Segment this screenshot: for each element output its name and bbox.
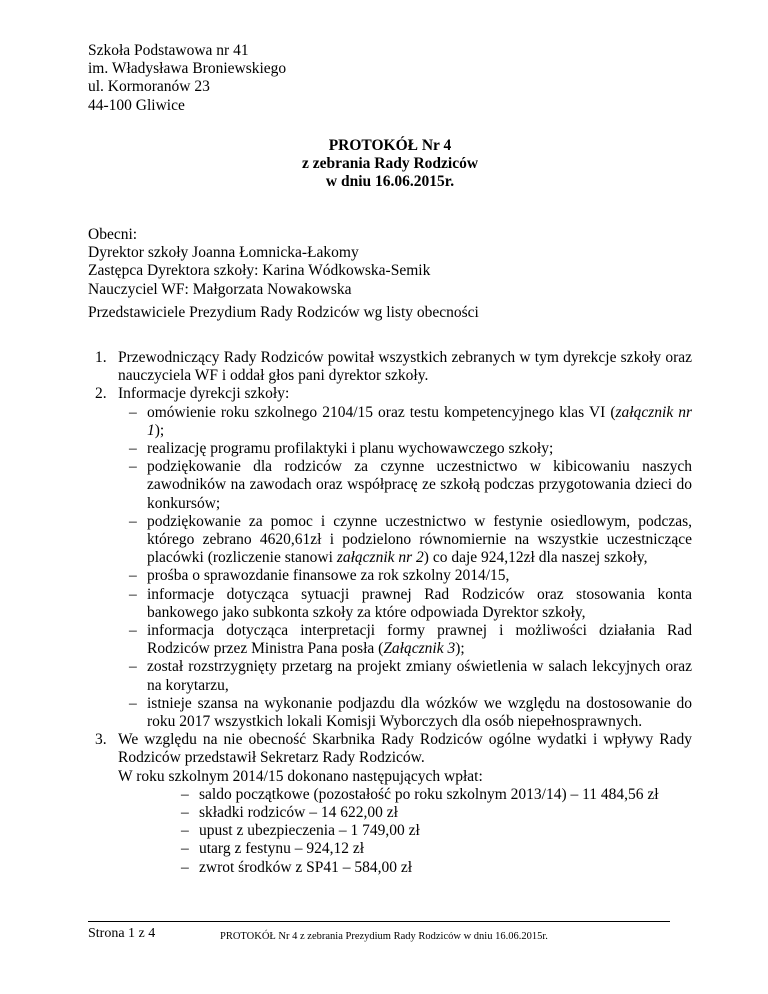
- list-item: – prośba o sprawozdanie finansowe za rok szkolny 2014/15,: [129, 567, 510, 585]
- list-item: – istnieje szansa na wykonanie podjazdu dla wózków we względu na dostosowanie do roku 2017 wszystkich lokali Komisji Wyborczych dla osób niepełnosprawnych.: [129, 694, 692, 731]
- list-item: – informacja dotycząca interpretacji formy prawnej i możliwości działania Rad Rodziców przez Ministra Pana posła (Załącznik 3);: [129, 622, 692, 658]
- attendee-pe-teacher: Nauczyciel WF: Małgorzata Nowakowska: [88, 280, 352, 298]
- dash-bullet: –: [129, 458, 137, 476]
- item-number: 1.: [95, 349, 107, 366]
- dash-bullet: –: [181, 822, 189, 840]
- school-patron: im. Władysława Broniewskiego: [88, 60, 287, 78]
- document-title: [88, 137, 692, 192]
- title-meeting: z zebrania Rady Rodziców: [301, 155, 479, 173]
- dash-bullet: –: [129, 694, 137, 712]
- agenda-item: [88, 349, 692, 385]
- attachment-ref: Załącznik 3: [383, 640, 456, 658]
- payment-item: – utarg z festynu – 924,12 zł: [181, 840, 365, 858]
- item-text: Informacje dyrekcji szkoły:: [118, 385, 290, 403]
- footer-title: PROTOKÓŁ Nr 4 z zebrania Prezydium Rady Rodziców w dniu 16.06.2015r.: [220, 931, 548, 942]
- item-text: We względu na nie obecność Skarbnika Rady Rodziców ogólne wydatki i wpływy Rady Rodziców przedstawił Sekretarz Rady Rodziców.: [118, 731, 692, 767]
- item-text: Przewodniczący Rady Rodziców powitał wszystkich zebranych w tym dyrekcje szkoły oraz nauczyciela WF i oddał głos pani dyrektor szkoły.: [118, 349, 692, 385]
- dash-bullet: –: [181, 840, 189, 858]
- attachment-ref: załącznik nr 2: [336, 549, 424, 567]
- attendee-deputy-director: Zastępca Dyrektora szkoły: Karina Wódkowska-Semik: [88, 262, 431, 280]
- footer-divider: [88, 921, 670, 922]
- payment-item: – składki rodziców – 14 622,00 zł: [181, 804, 398, 822]
- payment-item: – upust z ubezpieczenia – 1 749,00 zł: [181, 822, 420, 840]
- payment-item: – saldo początkowe (pozostałość po roku szkolnym 2013/14) – 11 484,56 zł: [181, 785, 659, 803]
- list-item: – omówienie roku szkolnego 2104/15 oraz testu kompetencyjnego klas VI (załącznik nr 1);: [129, 403, 693, 439]
- school-address: [88, 42, 708, 115]
- payment-item: – zwrot środków z SP41 – 584,00 zł: [181, 858, 413, 876]
- dash-bullet: –: [129, 585, 137, 603]
- attendance-section: [88, 226, 708, 299]
- representatives-line: Przedstawiciele Prezydium Rady Rodziców wg listy obecności: [88, 304, 479, 321]
- list-item: – został rozstrzygnięty przetarg na projekt zmiany oświetlenia w salach lekcyjnych oraz na korytarzu,: [129, 658, 692, 694]
- list-item: – informacje dotycząca sytuacji prawnej Rad Rodziców oraz stosowania konta bankowego jako subkonta szkoły za które odpowiada Dyrektor szkoły,: [129, 585, 692, 621]
- dash-bullet: –: [129, 512, 137, 530]
- dash-bullet: –: [129, 440, 137, 458]
- dash-bullet: –: [181, 804, 189, 822]
- list-item: – realizację programu profilaktyki i planu wychowawczego szkoły;: [129, 440, 554, 458]
- item-number: 2.: [95, 385, 107, 403]
- payments-intro: W roku szkolnym 2014/15 dokonano następujących wpłat:: [118, 767, 483, 785]
- dash-bullet: –: [181, 785, 189, 803]
- agenda-item: [88, 731, 692, 877]
- list-item: – podziękowanie dla rodziców za czynne uczestnictwo w kibicowaniu naszych zawodników na zawodach oraz współpracę ze szkołą podczas przygotowania dzieci do konkursów;: [129, 458, 692, 512]
- title-protocol-number: PROTOKÓŁ Nr 4: [328, 137, 452, 154]
- dash-bullet: –: [181, 858, 189, 876]
- school-city: 44-100 Gliwice: [88, 96, 185, 114]
- attendance-heading: Obecni:: [88, 226, 138, 243]
- item-number: 3.: [95, 731, 107, 749]
- protocol-content: [88, 349, 692, 877]
- attachment-ref: załącznik nr 1: [147, 403, 693, 439]
- dash-bullet: –: [129, 403, 137, 421]
- attendee-director: Dyrektor szkoły Joanna Łomnicka-Łakomy: [88, 244, 359, 262]
- payments-list: [118, 786, 692, 877]
- dash-bullet: –: [129, 658, 137, 676]
- school-street: ul. Kormoranów 23: [88, 78, 210, 96]
- dash-bullet: –: [129, 567, 137, 585]
- director-info-list: [118, 404, 692, 732]
- title-date: w dniu 16.06.2015r.: [325, 173, 455, 191]
- page-number: Strona 1 z 4: [88, 926, 156, 941]
- dash-bullet: –: [129, 622, 137, 640]
- school-name: Szkoła Podstawowa nr 41: [88, 42, 249, 59]
- agenda-list: [88, 349, 692, 877]
- list-item: – podziękowanie za pomoc i czynne uczestnictwo w festynie osiedlowym, podczas, którego zebrano 4620,61zł i podzielono równomiernie na wszystkie uczestniczące placówki (rozliczenie stanowi załącznik nr 2) co daje 924,12zł dla naszej szkoły,: [129, 512, 692, 567]
- agenda-item: [88, 385, 692, 731]
